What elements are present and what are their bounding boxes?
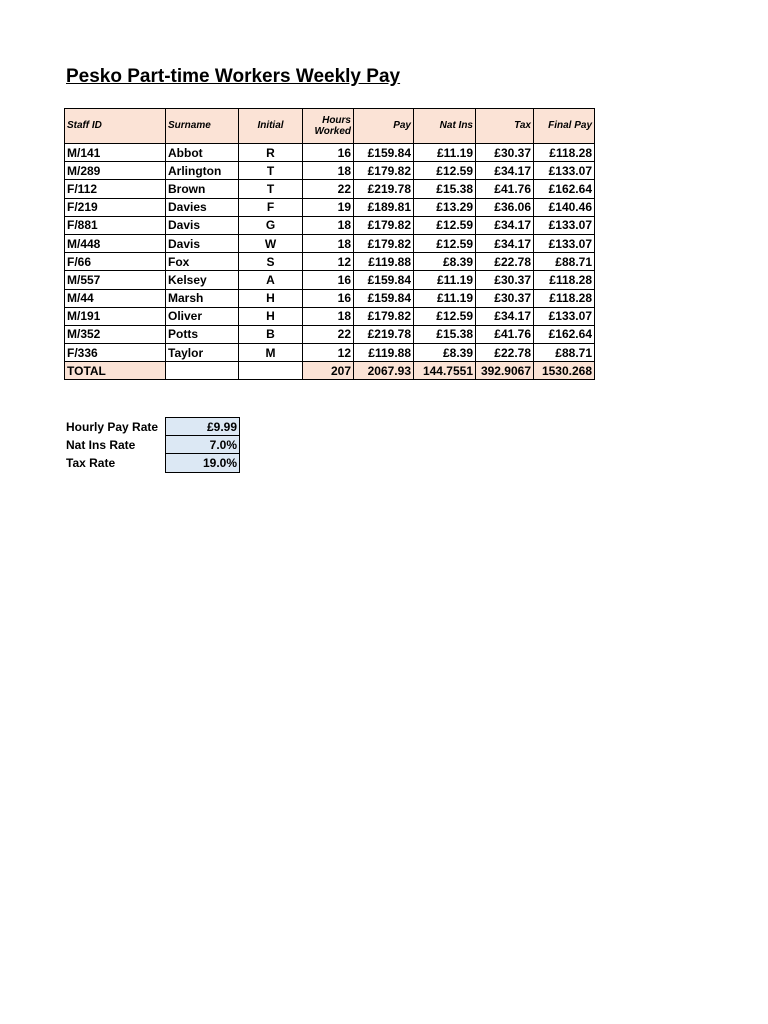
cell-tax[interactable]: £22.78 bbox=[476, 344, 534, 362]
cell-nat-ins[interactable]: £11.19 bbox=[414, 289, 476, 307]
cell-surname[interactable]: Oliver bbox=[166, 307, 239, 325]
cell-hours[interactable]: 12 bbox=[303, 253, 354, 271]
cell-staff-id[interactable]: M/289 bbox=[65, 162, 166, 180]
cell-surname[interactable]: Abbot bbox=[166, 144, 239, 162]
table-row bbox=[65, 325, 595, 343]
cell-pay[interactable]: £179.82 bbox=[354, 234, 414, 252]
header-nat-ins[interactable]: Nat Ins bbox=[414, 109, 476, 144]
cell-surname[interactable]: Davies bbox=[166, 198, 239, 216]
cell-initial[interactable]: R bbox=[239, 144, 303, 162]
cell-staff-id[interactable]: M/44 bbox=[65, 289, 166, 307]
total-surname-cell[interactable] bbox=[166, 362, 239, 380]
cell-tax[interactable]: £41.76 bbox=[476, 180, 534, 198]
total-initial-cell[interactable] bbox=[239, 362, 303, 380]
cell-surname[interactable]: Fox bbox=[166, 253, 239, 271]
cell-nat-ins[interactable]: £12.59 bbox=[414, 162, 476, 180]
cell-final-pay[interactable]: £88.71 bbox=[534, 253, 595, 271]
table-row bbox=[65, 307, 595, 325]
header-initial[interactable]: Initial bbox=[239, 109, 303, 144]
cell-initial[interactable]: T bbox=[239, 180, 303, 198]
cell-nat-ins[interactable]: £11.19 bbox=[414, 144, 476, 162]
cell-hours[interactable]: 18 bbox=[303, 216, 354, 234]
cell-hours[interactable]: 18 bbox=[303, 307, 354, 325]
table-row bbox=[65, 144, 595, 162]
cell-staff-id[interactable]: M/557 bbox=[65, 271, 166, 289]
cell-nat-ins[interactable]: £12.59 bbox=[414, 216, 476, 234]
cell-final-pay[interactable]: £133.07 bbox=[534, 307, 595, 325]
cell-final-pay[interactable]: £118.28 bbox=[534, 144, 595, 162]
cell-final-pay[interactable]: £118.28 bbox=[534, 289, 595, 307]
cell-staff-id[interactable]: F/219 bbox=[65, 198, 166, 216]
cell-pay[interactable]: £159.84 bbox=[354, 144, 414, 162]
total-final-pay[interactable]: 1530.268 bbox=[534, 362, 595, 380]
table-row bbox=[65, 198, 595, 216]
cell-staff-id[interactable]: M/141 bbox=[65, 144, 166, 162]
cell-nat-ins[interactable]: £11.19 bbox=[414, 271, 476, 289]
cell-initial[interactable]: F bbox=[239, 198, 303, 216]
header-row bbox=[65, 109, 595, 144]
hourly-pay-rate-label: Hourly Pay Rate bbox=[66, 419, 159, 434]
cell-pay[interactable]: £219.78 bbox=[354, 325, 414, 343]
cell-final-pay[interactable]: £162.64 bbox=[534, 325, 595, 343]
cell-pay[interactable]: £179.82 bbox=[354, 307, 414, 325]
table-row bbox=[65, 344, 595, 362]
cell-surname[interactable]: Arlington bbox=[166, 162, 239, 180]
cell-tax[interactable]: £34.17 bbox=[476, 234, 534, 252]
cell-initial[interactable]: H bbox=[239, 307, 303, 325]
rate-row-nat-ins bbox=[64, 436, 240, 454]
hourly-pay-rate-value[interactable]: £9.99 bbox=[166, 418, 240, 436]
cell-nat-ins[interactable]: £12.59 bbox=[414, 307, 476, 325]
cell-staff-id[interactable]: M/352 bbox=[65, 325, 166, 343]
cell-pay[interactable]: £159.84 bbox=[354, 289, 414, 307]
cell-initial[interactable]: B bbox=[239, 325, 303, 343]
cell-pay[interactable]: £119.88 bbox=[354, 253, 414, 271]
table-row bbox=[65, 271, 595, 289]
header-pay[interactable]: Pay bbox=[354, 109, 414, 144]
table-row bbox=[65, 253, 595, 271]
cell-tax[interactable]: £36.06 bbox=[476, 198, 534, 216]
cell-nat-ins[interactable]: £13.29 bbox=[414, 198, 476, 216]
cell-final-pay[interactable]: £133.07 bbox=[534, 216, 595, 234]
total-pay[interactable]: 2067.93 bbox=[354, 362, 414, 380]
cell-tax[interactable]: £30.37 bbox=[476, 289, 534, 307]
pay-table-body bbox=[65, 144, 595, 362]
cell-tax[interactable]: £34.17 bbox=[476, 307, 534, 325]
cell-staff-id[interactable]: F/112 bbox=[65, 180, 166, 198]
cell-nat-ins[interactable]: £12.59 bbox=[414, 234, 476, 252]
cell-staff-id[interactable]: F/881 bbox=[65, 216, 166, 234]
cell-staff-id[interactable]: M/448 bbox=[65, 234, 166, 252]
pay-table bbox=[64, 108, 595, 380]
cell-nat-ins[interactable]: £8.39 bbox=[414, 344, 476, 362]
cell-initial[interactable]: H bbox=[239, 289, 303, 307]
cell-initial[interactable]: S bbox=[239, 253, 303, 271]
nat-ins-rate-label: Nat Ins Rate bbox=[66, 437, 136, 452]
page-title: Pesko Part-time Workers Weekly Pay bbox=[66, 66, 401, 87]
total-label[interactable]: TOTAL bbox=[65, 362, 166, 380]
cell-staff-id[interactable]: M/191 bbox=[65, 307, 166, 325]
cell-tax[interactable]: £22.78 bbox=[476, 253, 534, 271]
header-tax[interactable]: Tax bbox=[476, 109, 534, 144]
cell-surname[interactable]: Davis bbox=[166, 234, 239, 252]
header-hours-line2: Worked bbox=[314, 126, 351, 137]
cell-initial[interactable]: T bbox=[239, 162, 303, 180]
cell-hours[interactable]: 18 bbox=[303, 234, 354, 252]
cell-staff-id[interactable]: F/336 bbox=[65, 344, 166, 362]
cell-pay[interactable]: £219.78 bbox=[354, 180, 414, 198]
tax-rate-label: Tax Rate bbox=[66, 455, 116, 470]
cell-tax[interactable]: £34.17 bbox=[476, 162, 534, 180]
cell-pay[interactable]: £179.82 bbox=[354, 162, 414, 180]
cell-surname[interactable]: Brown bbox=[166, 180, 239, 198]
cell-hours[interactable]: 16 bbox=[303, 271, 354, 289]
cell-surname[interactable]: Kelsey bbox=[166, 271, 239, 289]
cell-surname[interactable]: Taylor bbox=[166, 344, 239, 362]
cell-initial[interactable]: M bbox=[239, 344, 303, 362]
header-final-pay[interactable]: Final Pay bbox=[534, 109, 595, 144]
cell-initial[interactable]: A bbox=[239, 271, 303, 289]
table-row bbox=[65, 180, 595, 198]
header-surname[interactable]: Surname bbox=[166, 109, 239, 144]
header-staff-id[interactable]: Staff ID bbox=[65, 109, 166, 144]
cell-hours[interactable]: 22 bbox=[303, 325, 354, 343]
cell-staff-id[interactable]: F/66 bbox=[65, 253, 166, 271]
rates-table bbox=[64, 417, 240, 473]
tax-rate-value[interactable]: 19.0% bbox=[166, 454, 240, 472]
header-hours-worked[interactable] bbox=[303, 109, 354, 144]
cell-surname[interactable]: Davis bbox=[166, 216, 239, 234]
total-row bbox=[65, 362, 595, 380]
cell-final-pay[interactable]: £162.64 bbox=[534, 180, 595, 198]
table-row bbox=[65, 216, 595, 234]
cell-hours[interactable]: 12 bbox=[303, 344, 354, 362]
cell-pay[interactable]: £189.81 bbox=[354, 198, 414, 216]
cell-tax[interactable]: £30.37 bbox=[476, 144, 534, 162]
cell-final-pay[interactable]: £133.07 bbox=[534, 162, 595, 180]
cell-pay[interactable]: £119.88 bbox=[354, 344, 414, 362]
cell-tax[interactable]: £30.37 bbox=[476, 271, 534, 289]
cell-final-pay[interactable]: £133.07 bbox=[534, 234, 595, 252]
cell-initial[interactable]: G bbox=[239, 216, 303, 234]
cell-surname[interactable]: Potts bbox=[166, 325, 239, 343]
table-row bbox=[65, 234, 595, 252]
cell-initial[interactable]: W bbox=[239, 234, 303, 252]
cell-tax[interactable]: £34.17 bbox=[476, 216, 534, 234]
rate-row-tax bbox=[64, 454, 240, 472]
header-hours-line1: Hours bbox=[322, 115, 351, 126]
table-row bbox=[65, 162, 595, 180]
cell-nat-ins[interactable]: £8.39 bbox=[414, 253, 476, 271]
cell-final-pay[interactable]: £140.46 bbox=[534, 198, 595, 216]
cell-final-pay[interactable]: £88.71 bbox=[534, 344, 595, 362]
cell-hours[interactable]: 18 bbox=[303, 162, 354, 180]
cell-surname[interactable]: Marsh bbox=[166, 289, 239, 307]
rate-row-hourly bbox=[64, 418, 240, 436]
cell-nat-ins[interactable]: £15.38 bbox=[414, 325, 476, 343]
total-tax[interactable]: 392.9067 bbox=[476, 362, 534, 380]
cell-pay[interactable]: £179.82 bbox=[354, 216, 414, 234]
cell-hours[interactable]: 16 bbox=[303, 144, 354, 162]
cell-hours[interactable]: 19 bbox=[303, 198, 354, 216]
total-nat-ins[interactable]: 144.7551 bbox=[414, 362, 476, 380]
total-hours[interactable]: 207 bbox=[303, 362, 354, 380]
cell-final-pay[interactable]: £118.28 bbox=[534, 271, 595, 289]
cell-tax[interactable]: £41.76 bbox=[476, 325, 534, 343]
cell-pay[interactable]: £159.84 bbox=[354, 271, 414, 289]
nat-ins-rate-value[interactable]: 7.0% bbox=[166, 436, 240, 454]
cell-hours[interactable]: 16 bbox=[303, 289, 354, 307]
table-row bbox=[65, 289, 595, 307]
cell-nat-ins[interactable]: £15.38 bbox=[414, 180, 476, 198]
cell-hours[interactable]: 22 bbox=[303, 180, 354, 198]
